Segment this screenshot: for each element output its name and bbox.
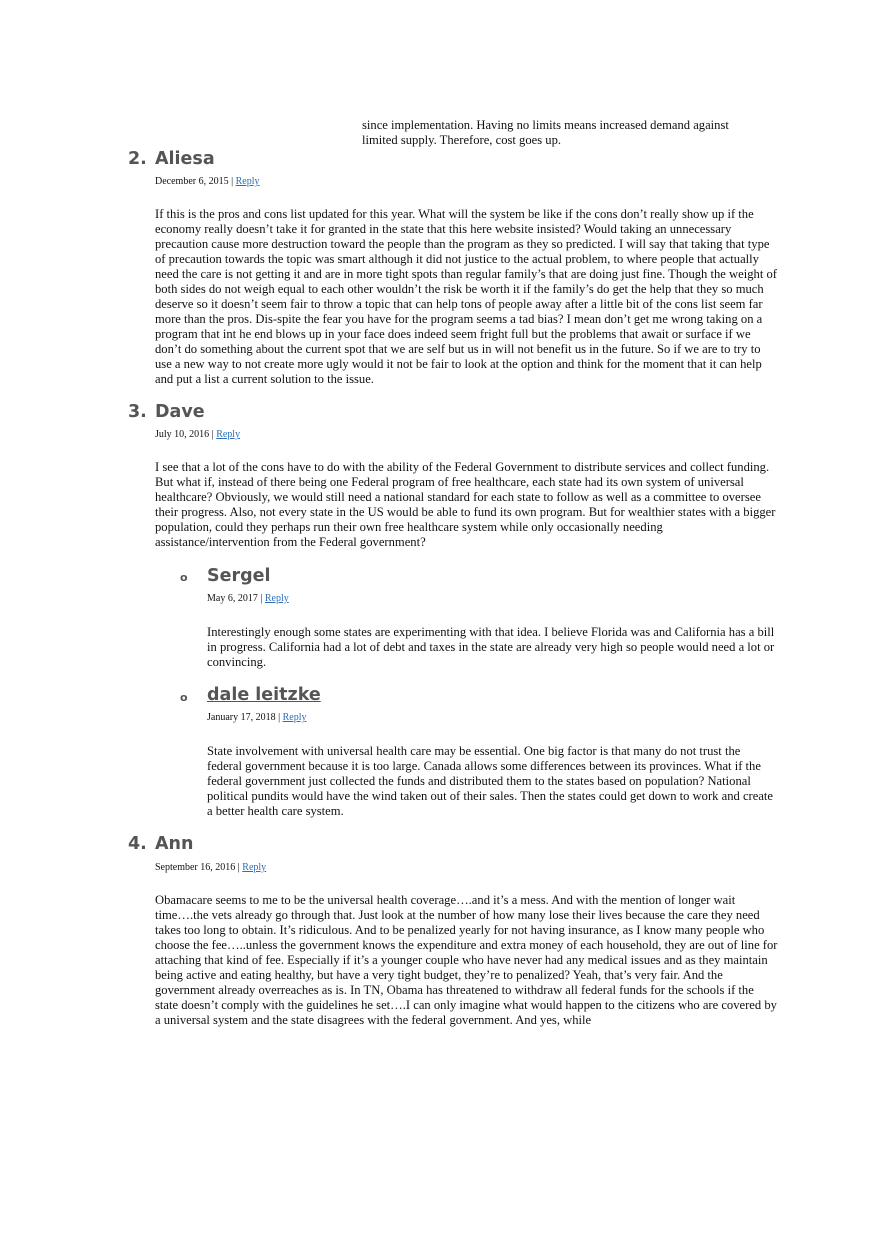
reply-link[interactable]: Reply [282,712,307,723]
reply-bullet: o [180,571,188,584]
comment-author: Aliesa [155,149,215,169]
meta-separator: | [211,429,214,440]
comment-text: If this is the pros and cons list updated for this year. What will the system be like if the cons don’t really show up if the economy really doesn’t take it for granted in the state that this here website insisted? Would taking an unnecessary precaution cause more destruction toward the people than the program as they so predicted. I will say that taking that type of precaution towards the topic was smart although it did not justice to the actual problem, to where people that actually need the care is not getting it and are in more tight spots than regular family’s that are doing just fine. Though the weight of both sides do not weigh equal to each other wouldn’t the risk be worth it if the family’s do get the help that they so much deserve so it doesn’t seem fair to throw a topic that can help tons of people away after a little bit of the cons list seem far more than the pros. Dis-spite the fear you have for the program seems a tad bias? I mean don’t get me wrong taking on a program that int he end blows up in your face does indeed seem fright full but the problems that await or surface if we don’t do something about the current spot that we are self but us in will not benefit us in the future. So if we are to try to use a new way to not create more ugly would it not be fair to look at the option and think for the moment that it can help and put a list a current solution to the issue. [155,207,777,386]
comment-date: September 16, 2016 [155,862,236,873]
comment-number: 4. [128,834,147,854]
comment-meta [155,175,260,188]
comment-number: 3. [128,402,147,422]
comment-date: December 6, 2015 [155,176,229,187]
comment-date: January 17, 2018 [207,712,276,723]
meta-separator: | [260,593,263,604]
author-link[interactable]: dale leitzke [207,685,321,705]
comment-meta [207,592,289,605]
reply-link[interactable]: Reply [264,593,289,604]
meta-separator: | [237,862,240,873]
comment-date: May 6, 2017 [207,593,258,604]
reply-link[interactable]: Reply [242,862,267,873]
comment-author: Sergel [207,566,271,586]
comment-meta [155,861,266,874]
comment-text: Interestingly enough some states are experimenting with that idea. I believe Florida was and California has a bill in progress. California had a lot of debt and taxes in the state are already very high so people would need a lot or convincing. [207,625,775,669]
previous-comment-tail: since implementation. Having no limits means increased demand against limited supply. Therefore, cost goes up. [362,117,729,147]
comment-text: I see that a lot of the cons have to do with the ability of the Federal Government to distribute services and collect funding. But what if, instead of there being one Federal program of free healthcare, each state had its own system of universal healthcare? Obviously, we would still need a national standard for each state to follow as well as a committee to oversee their progress. Also, not every state in the US would be able to fund its own program. But for wealthier states with a bigger population, could they perhaps run their own free healthcare system while only occasionally needing assistance/intervention from the Federal government? [155,460,776,549]
comment-number: 2. [128,149,147,169]
comment-date: July 10, 2016 [155,429,210,440]
comment-author: Ann [155,834,194,854]
comment-text: State involvement with universal health care may be essential. One big factor is that many do not trust the federal government because it is too large. Canada allows some differences between its provinces. What if the federal government just collected the funds and distributed them to the states based on population? National political pundits would have the wind taken out of their sales. Then the states could get down to work and create a better health care system. [207,744,773,818]
meta-separator: | [231,176,234,187]
reply-link[interactable]: Reply [216,429,241,440]
reply-link[interactable]: Reply [235,176,260,187]
comment-text: Obamacare seems to me to be the universal health coverage….and it’s a mess. And with the mention of longer wait time….the vets already go through that. Just look at the number of how many lose their lives because the care they need takes too long to obtain. It’s ridiculous. And to be penalized yearly for not having insurance, as I know many people who choose the fee…..unless the government knows the expenditure and extra money of each household, they are out of line for attaching that kind of fee. Especially if it’s a younger couple who have never had any medical issues and as they maintain being active and eating healthy, but have a very tight budget, they’re to penalized? Yeah, that’s very fair. And the government already overreaches as is. In TN, Obama has threatened to withdraw all federal funds for the schools if the state doesn’t comply with the guidelines he set….I can only imagine what would happen to the citizens who are covered by a universal system and the state disagrees with the federal government. And yes, while [155,893,778,1027]
reply-bullet: o [180,691,188,704]
comment-author: Dave [155,402,205,422]
comment-meta [207,711,307,724]
meta-separator: | [278,712,281,723]
comment-meta [155,428,240,441]
